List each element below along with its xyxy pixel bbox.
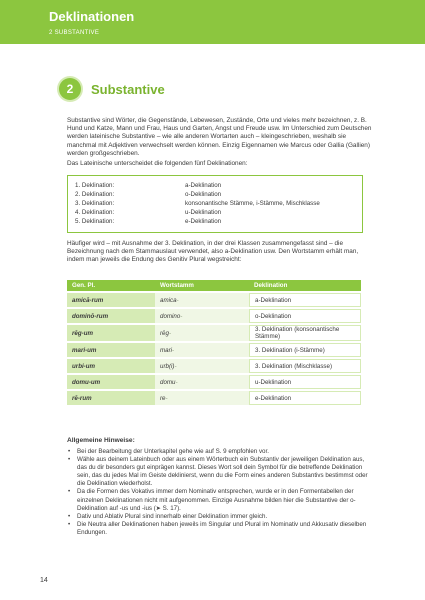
- table-header-row: [67, 280, 361, 291]
- table-row: [67, 343, 361, 357]
- col-header-gen-pl: Gen. Pl.: [67, 280, 155, 291]
- header-title: Deklinationen: [49, 9, 135, 24]
- stem-explanation-paragraph: Häufiger wird – mit Ausnahme der 3. Deklination, in der drei Klassen zusammengefasst sind – die Bezeichnung nach dem Stammauslaut verwendet, also a-Deklination usw. Den Wortstamm erhält man, indem man jeweils die Endung des Genitiv Plural wegstreicht:: [67, 240, 359, 264]
- hint-item: • Die Neutra aller Deklinationen haben jeweils im Singular und Plural im Nominativ und Akkusativ dieselben Endungen.: [67, 521, 369, 537]
- stem-cell: [155, 325, 249, 341]
- declension-row: [75, 191, 365, 199]
- declension-cell: a-Deklination: [249, 293, 361, 307]
- stem-text: domino: [160, 312, 181, 320]
- stem-cell: [155, 375, 249, 389]
- stem-hyphen: -: [172, 346, 175, 354]
- stem-text: urb(i): [160, 362, 175, 370]
- declension-cell: 3. Deklination (Mischklasse): [249, 359, 361, 373]
- col-header-wortstamm: Wortstamm: [155, 280, 249, 291]
- header-subtitle: 2 SUBSTANTIVE: [49, 30, 100, 36]
- gen-pl-cell: domu-um: [67, 375, 155, 389]
- stem-cell: [155, 309, 249, 323]
- declension-cell: 3. Deklination (i-Stämme): [249, 343, 361, 357]
- stem-hyphen: -: [168, 329, 172, 337]
- stem-hyphen: -: [174, 362, 177, 370]
- declension-list-box: [67, 175, 363, 233]
- declension-value: konsonantische Stämme, i-Stämme, Mischklasse: [185, 200, 320, 207]
- page-number: 14: [40, 577, 48, 584]
- stem-text: re: [160, 394, 166, 402]
- declension-value: o-Deklination: [185, 191, 222, 198]
- intro-paragraph: Substantive sind Wörter, die Gegenstände, Lebewesen, Zustände, Orte und vieles mehr bezeichnen, z. B. Hund und Katze, Mann und Frau, Haus und Garten, Angst und Freude usw. Im Unterschied zum Deutschen werden lateinische Substantive – wie alle anderen Wortarten auch – kleingeschrieben, weshalb sie manchmal mit Adjektiven verwechselt werden können. Einzig Eigennamen wie Marcus oder Gallia (Gallien) werden großgeschrieben.: [67, 117, 372, 157]
- declension-name: 3. Deklination:: [75, 200, 115, 207]
- stem-cell: [155, 359, 249, 373]
- stem-hyphen: -: [175, 378, 178, 386]
- stem-text: domu: [160, 378, 176, 386]
- declension-row: [75, 218, 365, 226]
- table-row: [67, 293, 361, 307]
- declension-row: [75, 209, 365, 217]
- gen-pl-cell: dominō-rum: [67, 309, 155, 323]
- table-row: [67, 391, 361, 405]
- gen-pl-cell: rēg-um: [67, 325, 155, 341]
- declension-cell: e-Deklination: [249, 391, 361, 405]
- declension-value: e-Deklination: [185, 218, 222, 225]
- stem-text: amica: [160, 296, 177, 304]
- chapter-title: Substantive: [91, 81, 165, 97]
- stem-hyphen: -: [176, 296, 179, 304]
- stem-text: rēg: [160, 329, 169, 337]
- table-row: [67, 375, 361, 389]
- declension-cell: 3. Deklination (konsonantische Stämme): [249, 325, 361, 341]
- table-row: [67, 359, 361, 373]
- intro-paragraph-2: Das Lateinische unterscheidet die folgenden fünf Deklinationen:: [67, 160, 248, 167]
- declension-row: [75, 182, 365, 190]
- stem-cell: [155, 343, 249, 357]
- declension-table: [67, 278, 361, 407]
- declension-name: 5. Deklination:: [75, 218, 115, 225]
- hint-item: • Da die Formen des Vokativs immer dem Nominativ entsprechen, wurde er in den Formentabellen der einzelnen Deklinationen nicht mit aufgenommen. Einzige Ausnahme bilden hier die Substantive der o-Deklination auf -us und -ius (➤ S. 17).: [67, 488, 369, 512]
- hint-item: • Wähle aus deinem Lateinbuch oder aus einem Wörterbuch ein Substantiv der jeweiligen Deklination aus, das du dir besonders gut einprägen kannst. Dieses Wort soll dein Symbol für die betreffende Deklination sein, das du jedes Mal im Geiste deklinierst, wenn du die Form eines anderen Substantivs bestimmst oder die Deklination wiederholst.: [67, 456, 369, 488]
- gen-pl-cell: urbi-um: [67, 359, 155, 373]
- gen-pl-cell: amicā-rum: [67, 293, 155, 307]
- hints-heading: Allgemeine Hinweise:: [67, 437, 135, 444]
- hint-item: • Bei der Bearbeitung der Unterkapitel gehe wie auf S. 9 empfohlen vor.: [67, 448, 369, 456]
- declension-value: a-Deklination: [185, 182, 222, 189]
- stem-hyphen: -: [165, 394, 168, 402]
- stem-hyphen: -: [180, 312, 183, 320]
- chapter-number-badge: 2: [59, 78, 81, 100]
- stem-text: mari: [160, 346, 173, 354]
- declension-row: [75, 200, 365, 208]
- gen-pl-cell: rē-rum: [67, 391, 155, 405]
- hint-item: • Dativ und Ablativ Plural sind innerhalb einer Deklination immer gleich.: [67, 513, 369, 521]
- table-row: [67, 309, 361, 323]
- declension-name: 2. Deklination:: [75, 191, 115, 198]
- declension-cell: u-Deklination: [249, 375, 361, 389]
- declension-name: 4. Deklination:: [75, 209, 115, 216]
- col-header-deklination: Deklination: [249, 280, 361, 291]
- gen-pl-cell: mari-um: [67, 343, 155, 357]
- hints-list: [67, 448, 369, 537]
- stem-cell: [155, 293, 249, 307]
- declension-cell: o-Deklination: [249, 309, 361, 323]
- stem-cell: [155, 391, 249, 405]
- declension-value: u-Deklination: [185, 209, 222, 216]
- chapter-heading: [59, 78, 165, 100]
- declension-name: 1. Deklination:: [75, 182, 115, 189]
- table-row: [67, 325, 361, 341]
- chapter-header-bar: [0, 0, 425, 44]
